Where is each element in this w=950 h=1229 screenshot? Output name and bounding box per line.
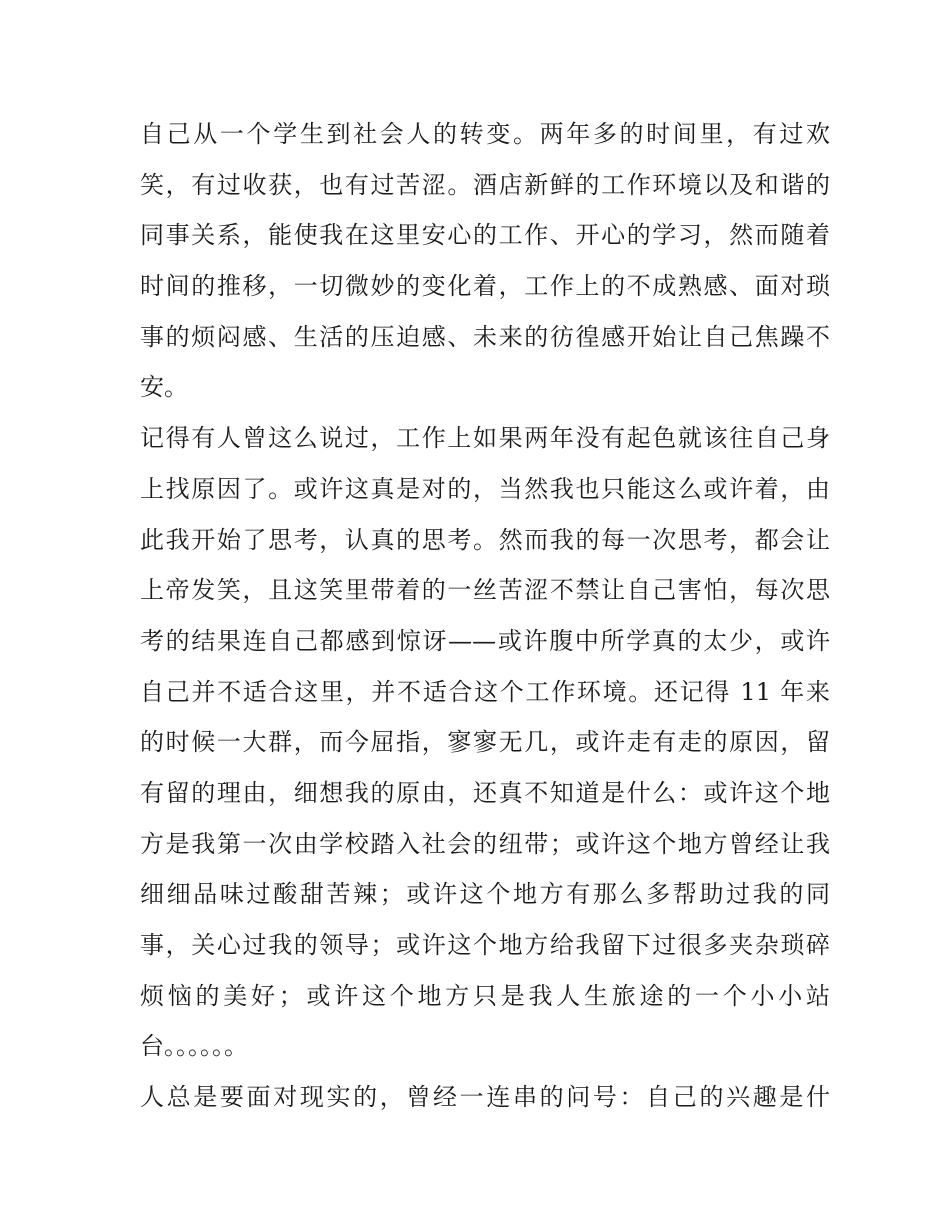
- paragraph-line-12: 自己并不适合这里，并不适合这个工作环境。还记得 11 年来: [140, 677, 830, 706]
- paragraph-line-19: 台。。。。。。: [140, 1032, 248, 1061]
- paragraph-line-8: 上找原因了。或许这真是对的，当然我也只能这么或许着，由: [140, 474, 830, 503]
- paragraph-line-9: 此我开始了思考，认真的思考。然而我的每一次思考，都会让: [140, 525, 830, 554]
- paragraph-line-6: 安。: [140, 373, 188, 402]
- paragraph-line-3: 同事关系，能使我在这里安心的工作、开心的学习，然而随着: [140, 221, 830, 250]
- paragraph-line-20: 人总是要面对现实的，曾经一连串的问号：自己的兴趣是什: [140, 1083, 830, 1112]
- paragraph-line-16: 细细品味过酸甜苦辣；或许这个地方有那么多帮助过我的同: [140, 880, 830, 909]
- paragraph-line-13: 的时候一大群，而今屈指，寥寥无几，或许走有走的原因，留: [140, 728, 830, 757]
- paragraph-line-10: 上帝发笑，且这笑里带着的一丝苦涩不禁让自己害怕，每次思: [140, 576, 830, 605]
- paragraph-line-14: 有留的理由，细想我的原由，还真不知道是什么：或许这个地: [140, 778, 830, 807]
- paragraph-line-5: 事的烦闷感、生活的压迫感、未来的彷徨感开始让自己焦躁不: [140, 322, 830, 351]
- paragraph-line-4: 时间的推移，一切微妙的变化着，工作上的不成熟感、面对琐: [140, 272, 830, 301]
- paragraph-line-1: 自己从一个学生到社会人的转变。两年多的时间里，有过欢: [140, 120, 830, 148]
- paragraph-line-15: 方是我第一次由学校踏入社会的纽带；或许这个地方曾经让我: [140, 829, 830, 858]
- paragraph-line-17: 事，关心过我的领导；或许这个地方给我留下过很多夹杂琐碎: [140, 931, 830, 959]
- document-text-body: [140, 109, 830, 1123]
- paragraph-line-11: 考的结果连自己都感到惊讶——或许腹中所学真的太少，或许: [140, 626, 830, 655]
- paragraph-line-18: 烦恼的美好；或许这个地方只是我人生旅途的一个小小站: [140, 981, 830, 1010]
- paragraph-line-2: 笑，有过收获，也有过苦涩。酒店新鲜的工作环境以及和谐的: [140, 170, 830, 199]
- paragraph-line-7: 记得有人曾这么说过，工作上如果两年没有起色就该往自己身: [140, 424, 830, 453]
